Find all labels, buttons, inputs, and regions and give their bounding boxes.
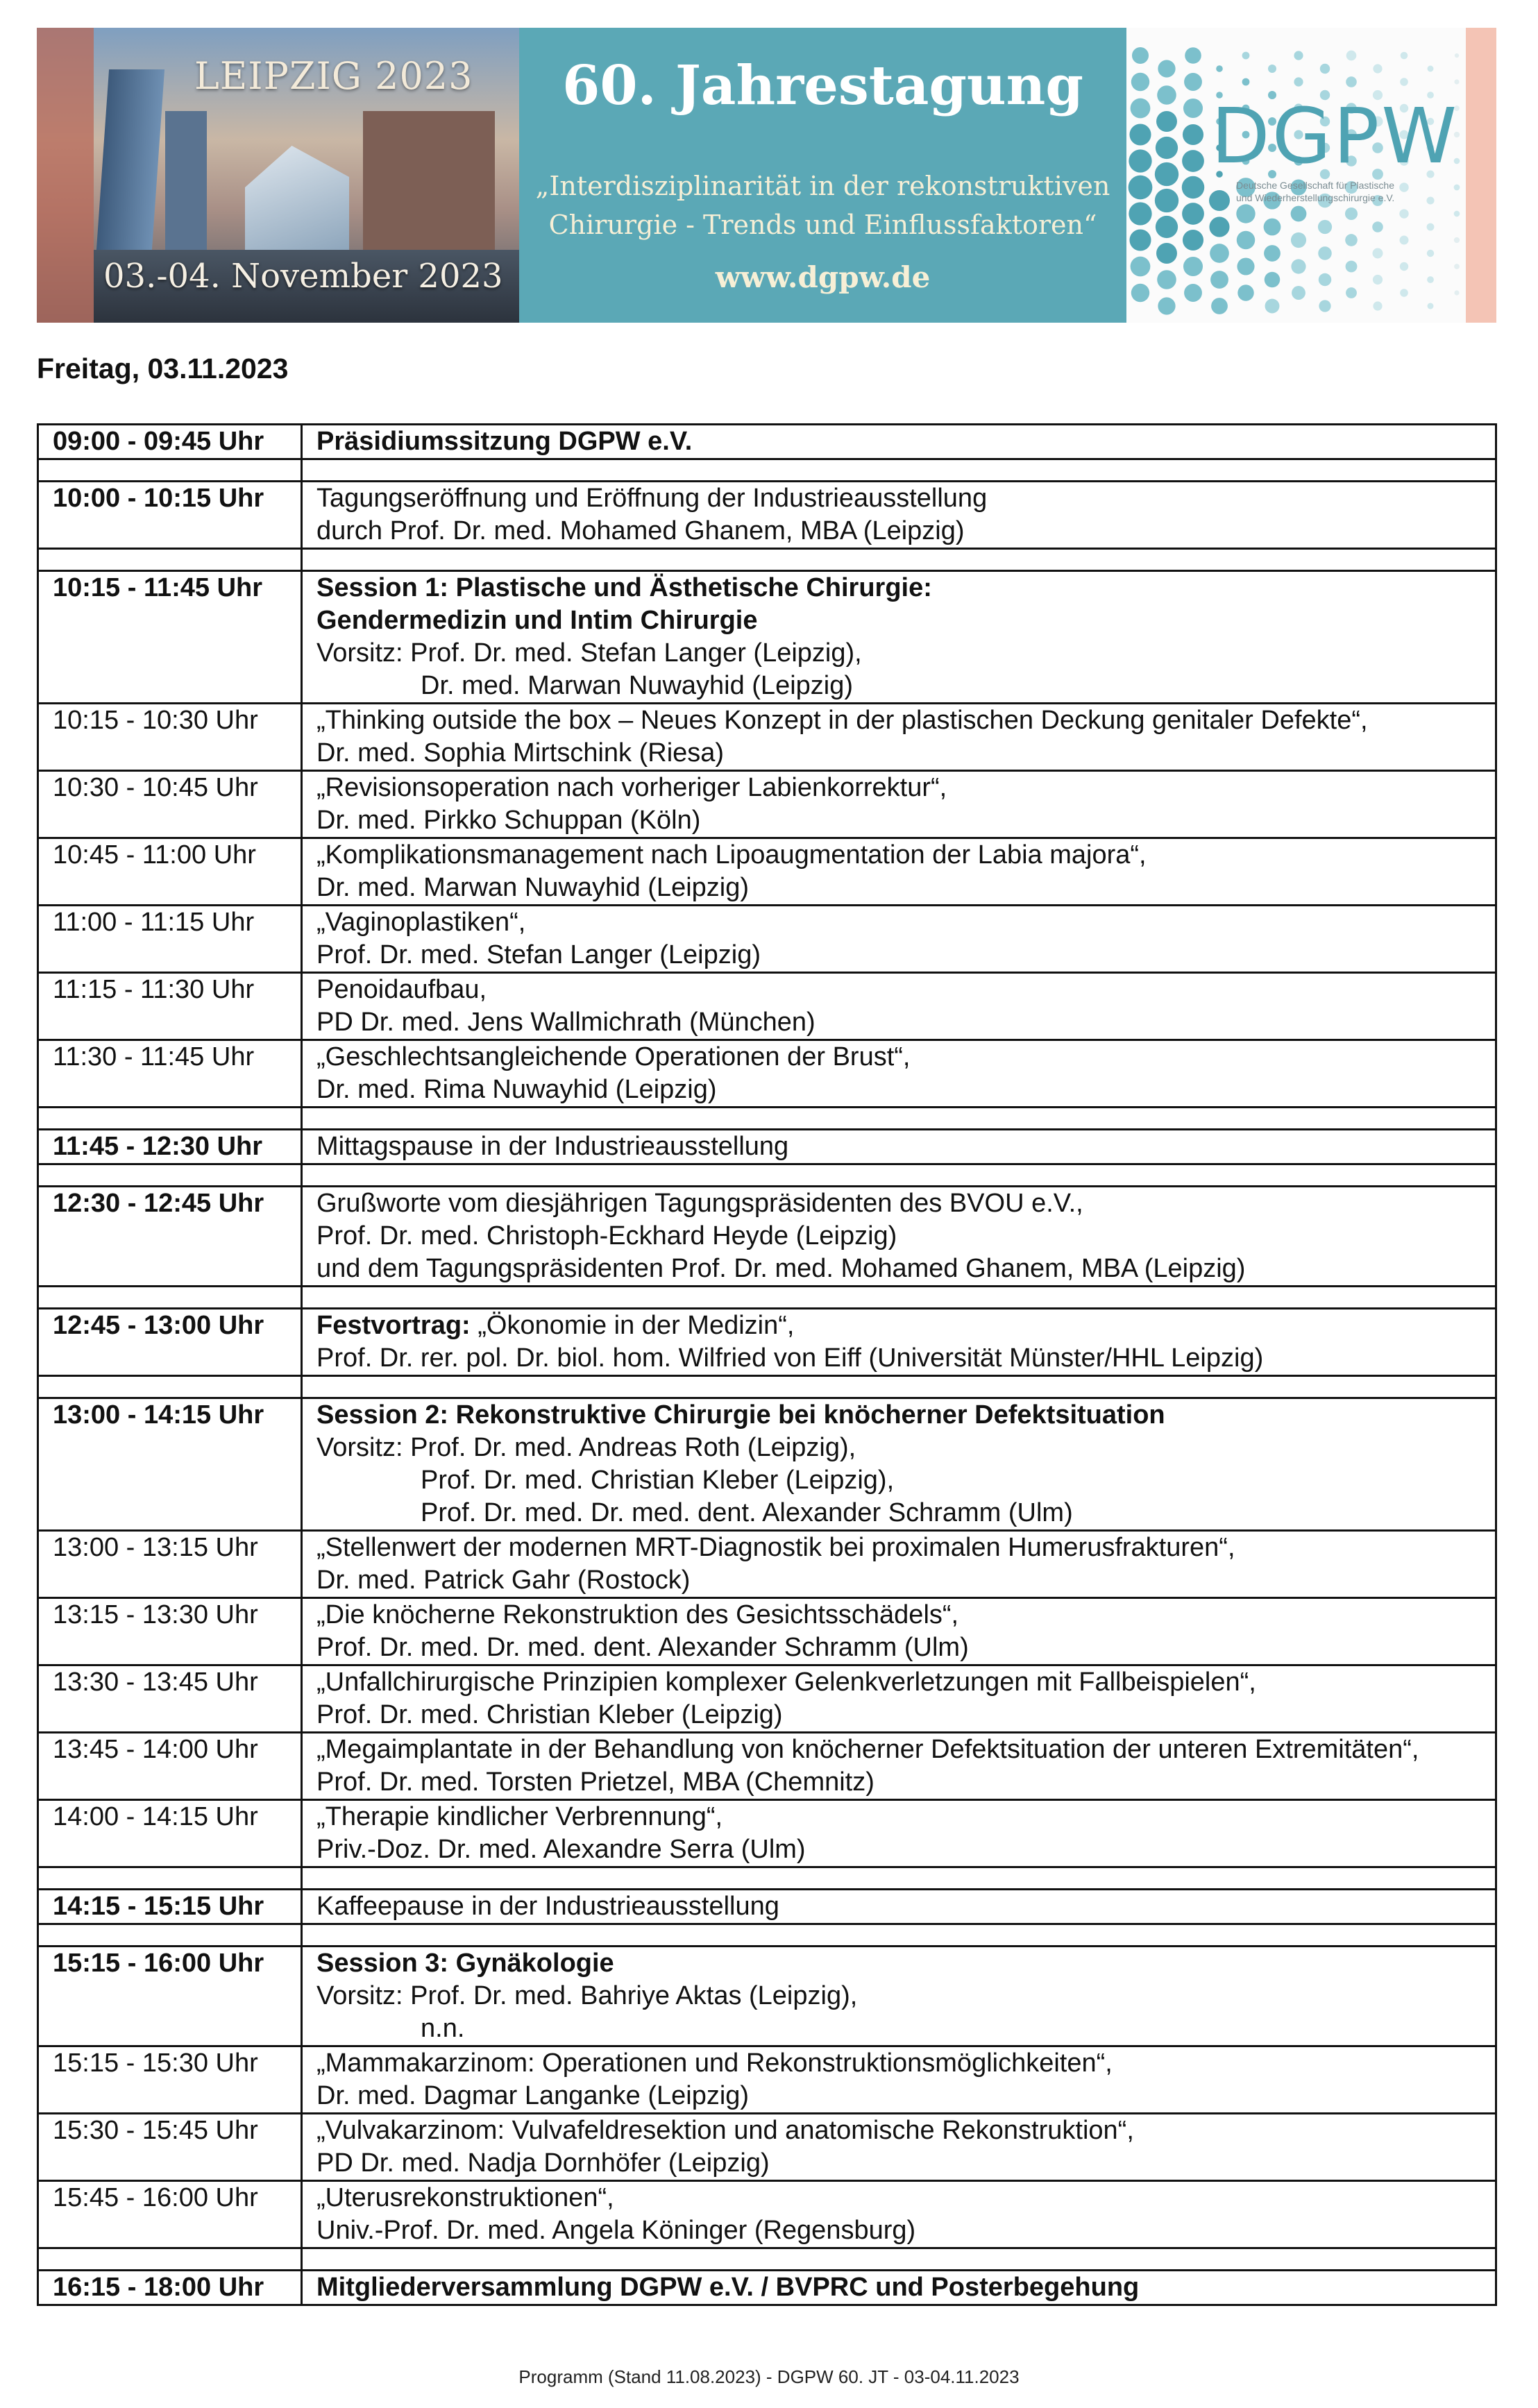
program-cell: [302, 1598, 1496, 1665]
dgpw-logo-subtitle: [1236, 179, 1479, 204]
decor-dot: [1268, 65, 1276, 73]
program-line: [316, 1497, 1485, 1529]
decor-dot: [1237, 285, 1253, 300]
decor-dot: [1264, 245, 1281, 262]
decor-dot: [1400, 289, 1408, 297]
time-cell: 14:15 - 15:15 Uhr: [38, 1890, 302, 1924]
program-text: „Megaimplantate in der Behandlung von knöcherner Defektsituation der unteren Extremitäten“,: [316, 1735, 1419, 1764]
program-line: [316, 1342, 1485, 1375]
decor-dot: [1427, 250, 1434, 257]
logo-sub-line2: und Wiederherstellungschirurgie e.V.: [1236, 192, 1395, 203]
spacer-row: [38, 1376, 1496, 1398]
program-title: Session 3: Gynäkologie: [316, 1949, 614, 1978]
program-text: „Revisionsoperation nach vorheriger Labienkorrektur“,: [316, 773, 947, 802]
decor-dot: [1211, 298, 1228, 314]
program-text: Vorsitz: Prof. Dr. med. Stefan Langer (Leipzig),: [316, 638, 862, 668]
program-line: [316, 515, 1485, 548]
program-line: [316, 670, 1485, 702]
program-line: [316, 604, 1485, 637]
time-cell: 11:15 - 11:30 Uhr: [38, 973, 302, 1040]
program-cell: [302, 2114, 1496, 2181]
decor-dot: [1346, 261, 1358, 273]
decor-dot: [1236, 204, 1255, 223]
decor-dot: [1428, 66, 1434, 72]
program-line: [316, 1464, 1485, 1497]
program-line: [316, 2114, 1485, 2147]
program-text: Priv.-Doz. Dr. med. Alexandre Serra (Ulm): [316, 1835, 806, 1864]
program-text: Prof. Dr. med. Dr. med. dent. Alexander Schramm (Ulm): [316, 1633, 969, 1662]
decor-dot: [1345, 234, 1358, 246]
decor-dot: [1183, 230, 1203, 251]
decor-dot: [1454, 79, 1459, 84]
program-line: [316, 2214, 1485, 2247]
spacer-row: [38, 549, 1496, 571]
schedule-row: [38, 571, 1496, 704]
banner-subtitle-line2: Chirurgie - Trends und Einflussfaktoren“: [548, 210, 1097, 240]
decor-dot: [1265, 299, 1280, 314]
decor-dot: [1129, 124, 1151, 145]
spacer-row: [38, 1924, 1496, 1947]
program-cell: [302, 1733, 1496, 1800]
program-text: „Thinking outside the box – Neues Konzept in der plastischen Deckung genitaler Defekte“,: [316, 706, 1368, 735]
schedule-row: [38, 2181, 1496, 2248]
decor-dot: [1319, 273, 1332, 287]
schedule-row: [38, 482, 1496, 549]
program-text: Prof. Dr. med. Torsten Prietzel, MBA (Chemnitz): [316, 1767, 874, 1797]
time-cell: 10:00 - 10:15 Uhr: [38, 482, 302, 549]
time-cell: 15:45 - 16:00 Uhr: [38, 2181, 302, 2248]
decor-dot: [1455, 53, 1459, 58]
program-line: [316, 1532, 1485, 1564]
program-cell: [302, 2046, 1496, 2114]
program-line: [316, 974, 1485, 1006]
program-cell: [302, 1947, 1496, 2046]
program-text: „Komplikationsmanagement nach Lipoaugmentation der Labia majora“,: [316, 840, 1147, 870]
program-cell: [302, 704, 1496, 771]
page-footer: Programm (Stand 11.08.2023) - DGPW 60. JT - 03-04.11.2023: [518, 2366, 1020, 2387]
decor-dot: [1182, 150, 1204, 172]
program-text: „Stellenwert der modernen MRT-Diagnostik bei proximalen Humerusfrakturen“,: [316, 1533, 1235, 1562]
time-cell: 12:45 - 13:00 Uhr: [38, 1309, 302, 1376]
decor-dot: [1129, 202, 1151, 225]
program-line: [316, 637, 1485, 670]
decor-dot: [1185, 47, 1201, 64]
program-cell: [302, 1531, 1496, 1598]
program-text: Grußworte vom diesjährigen Tagungspräsidenten des BVOU e.V.,: [316, 1189, 1083, 1218]
program-line: [316, 2271, 1485, 2304]
program-title: Gendermedizin und Intim Chirurgie: [316, 606, 758, 635]
spacer-row: [38, 1287, 1496, 1309]
program-line: [316, 1041, 1485, 1074]
program-text: Vorsitz: Prof. Dr. med. Andreas Roth (Leipzig),: [316, 1433, 856, 1462]
time-cell: 09:00 - 09:45 Uhr: [38, 425, 302, 459]
decor-dot: [1346, 51, 1357, 61]
decor-dot: [1158, 297, 1175, 314]
decor-dot: [1156, 111, 1177, 132]
program-cell: [302, 2181, 1496, 2248]
program-text: Prof. Dr. med. Christian Kleber (Leipzig): [316, 1700, 783, 1729]
schedule-row: [38, 1665, 1496, 1733]
program-text: Prof. Dr. rer. pol. Dr. biol. hom. Wilfried von Eiff (Universität Münster/HHL Leipzig): [316, 1343, 1264, 1373]
time-cell: 15:15 - 15:30 Uhr: [38, 2046, 302, 2114]
program-text: Tagungseröffnung und Eröffnung der Industrieausstellung: [316, 484, 988, 513]
program-cell: [302, 1890, 1496, 1924]
program-text: Dr. med. Pirkko Schuppan (Köln): [316, 806, 701, 835]
program-cell: [302, 1187, 1496, 1287]
decor-dot: [1183, 257, 1203, 276]
schedule-row: [38, 838, 1496, 906]
decor-dot: [1454, 290, 1459, 295]
program-text: „Vulvakarzinom: Vulvafeldresektion und anatomische Rekonstruktion“,: [316, 2116, 1134, 2145]
logo-sub-line1: Deutsche Gesellschaft für Plastische: [1236, 180, 1394, 191]
program-cell: [302, 1309, 1496, 1376]
program-title: Präsidiumssitzung DGPW e.V.: [316, 427, 693, 456]
dgpw-logo: DGPW: [1211, 92, 1460, 180]
program-line: [316, 1631, 1485, 1664]
schedule-row: [38, 1398, 1496, 1531]
program-cell: [302, 2271, 1496, 2305]
decor-dot: [1320, 64, 1330, 74]
banner-title: 60. Jahrestagung: [562, 54, 1083, 117]
decor-dot: [1182, 176, 1205, 199]
decor-dot: [1131, 284, 1149, 302]
decor-dot: [1291, 259, 1305, 273]
decor-dot: [1292, 286, 1305, 300]
program-text: Univ.-Prof. Dr. med. Angela Köninger (Regensburg): [316, 2216, 916, 2245]
program-text: Vorsitz: Prof. Dr. med. Bahriye Aktas (Leipzig),: [316, 1981, 858, 2010]
banner-subtitle-line1: „Interdisziplinarität in der rekonstruktiven: [535, 171, 1110, 201]
program-text: PD Dr. med. Jens Wallmichrath (München): [316, 1008, 816, 1037]
program-text: Dr. med. Marwan Nuwayhid (Leipzig): [421, 671, 854, 700]
program-text: „Geschlechtsangleichende Operationen der Brust“,: [316, 1042, 911, 1071]
program-text: Dr. med. Patrick Gahr (Rostock): [316, 1566, 691, 1595]
program-cell: [302, 482, 1496, 549]
decor-dot: [1131, 73, 1149, 91]
program-title: Session 2: Rekonstruktive Chirurgie bei knöcherner Defektsituation: [316, 1400, 1165, 1430]
program-title: Mitgliederversammlung DGPW e.V. / BVPRC und Posterbegehung: [316, 2273, 1140, 2302]
decor-dot: [1209, 217, 1229, 237]
time-cell: 10:15 - 11:45 Uhr: [38, 571, 302, 704]
program-text: Prof. Dr. med. Christian Kleber (Leipzig),: [421, 1466, 895, 1495]
day-heading: Freitag, 03.11.2023: [37, 353, 289, 384]
time-cell: 15:15 - 16:00 Uhr: [38, 1947, 302, 2046]
program-line: [316, 2047, 1485, 2080]
program-line: [316, 1130, 1485, 1163]
schedule-row: [38, 2046, 1496, 2114]
program-cell: [302, 771, 1496, 838]
schedule-table: [37, 423, 1497, 2306]
conference-banner: [37, 28, 1496, 323]
program-line: [316, 482, 1485, 515]
decor-dot: [1346, 76, 1357, 87]
program-line: [316, 737, 1485, 770]
program-line: [316, 1733, 1485, 1766]
decor-dot: [1132, 47, 1149, 64]
spacer-row: [38, 459, 1496, 482]
program-cell: [302, 973, 1496, 1040]
decor-dot: [1428, 303, 1434, 310]
decor-dot: [1399, 209, 1408, 218]
schedule-row: [38, 1733, 1496, 1800]
decor-dot: [1294, 77, 1303, 86]
schedule-row: [38, 2114, 1496, 2181]
time-cell: 11:00 - 11:15 Uhr: [38, 906, 302, 973]
decor-dot: [1400, 78, 1408, 86]
decor-dot: [1182, 203, 1204, 225]
program-text: Penoidaufbau,: [316, 975, 487, 1004]
decor-dot: [1345, 207, 1358, 220]
program-line: [316, 1564, 1485, 1597]
program-cell: [302, 425, 1496, 459]
program-line: [316, 1253, 1485, 1285]
decor-dot: [1373, 301, 1382, 310]
program-title: Session 1: Plastische und Ästhetische Chirurgie:: [316, 573, 932, 602]
program-line: [316, 804, 1485, 837]
decor-dot: [1129, 229, 1151, 251]
decor-dot: [1242, 52, 1250, 60]
program-text: „Ökonomie in der Medizin“,: [470, 1311, 795, 1340]
program-line: [316, 906, 1485, 939]
program-line: [316, 939, 1485, 972]
schedule-row: [38, 1947, 1496, 2046]
program-cell: [302, 838, 1496, 906]
decor-dot: [1399, 235, 1408, 244]
decor-dot: [1318, 246, 1332, 260]
program-text: Dr. med. Rima Nuwayhid (Leipzig): [316, 1075, 717, 1104]
program-text: „Vaginoplastiken“,: [316, 908, 526, 937]
decor-dot: [1318, 220, 1332, 234]
time-cell: 11:45 - 12:30 Uhr: [38, 1130, 302, 1164]
program-text: Mittagspause in der Industrieausstellung: [316, 1132, 789, 1161]
decor-dot: [1157, 270, 1176, 289]
decor-dot: [1216, 65, 1223, 72]
decor-dot: [1156, 137, 1178, 159]
time-cell: 12:30 - 12:45 Uhr: [38, 1187, 302, 1287]
program-line: [316, 839, 1485, 872]
decor-dot: [1158, 60, 1175, 77]
decor-dot: [1237, 231, 1255, 249]
program-line: [316, 1699, 1485, 1731]
program-text: Prof. Dr. med. Dr. med. dent. Alexander Schramm (Ulm): [421, 1498, 1073, 1527]
banner-city: LEIPZIG 2023: [194, 54, 473, 98]
decor-dot: [1156, 216, 1178, 238]
time-cell: 13:00 - 13:15 Uhr: [38, 1531, 302, 1598]
banner-dates: 03.-04. November 2023: [103, 257, 503, 296]
program-line: [316, 2080, 1485, 2112]
program-line: [316, 1074, 1485, 1106]
program-line: [316, 772, 1485, 804]
program-cell: [302, 1040, 1496, 1108]
decor-dot: [1454, 237, 1460, 243]
schedule-row: [38, 1130, 1496, 1164]
banner-url: www.dgpw.de: [715, 260, 931, 294]
decor-dot: [1242, 78, 1250, 86]
decor-dot: [1129, 149, 1151, 172]
program-line: [316, 425, 1485, 458]
program-line: [316, 2147, 1485, 2180]
program-text: „Uterusrekonstruktionen“,: [316, 2183, 614, 2212]
decor-dot: [1210, 244, 1229, 263]
decor-dot: [1372, 221, 1383, 232]
spacer-row: [38, 1108, 1496, 1130]
program-text: Prof. Dr. med. Stefan Langer (Leipzig): [316, 940, 761, 969]
program-text: Dr. med. Dagmar Langanke (Leipzig): [316, 2081, 750, 2110]
program-line: [316, 1766, 1485, 1799]
program-text: „Therapie kindlicher Verbrennung“,: [316, 1802, 723, 1831]
decor-dot: [1209, 190, 1230, 211]
decor-dot: [1373, 64, 1382, 73]
program-cell: [302, 1665, 1496, 1733]
time-cell: 14:00 - 14:15 Uhr: [38, 1800, 302, 1867]
time-cell: 13:15 - 13:30 Uhr: [38, 1598, 302, 1665]
program-cell: [302, 571, 1496, 704]
decor-dot: [1265, 272, 1281, 288]
spacer-row: [38, 2248, 1496, 2271]
schedule-row: [38, 425, 1496, 459]
schedule-row: [38, 1040, 1496, 1108]
leipzig-photo: [37, 28, 519, 323]
decor-dot: [1156, 243, 1177, 264]
banner-title-panel: [519, 28, 1126, 323]
program-line: [316, 1399, 1485, 1432]
program-cell: [302, 906, 1496, 973]
program-line: [316, 1980, 1485, 2012]
decor-dot: [1400, 262, 1408, 271]
decor-dot: [1157, 85, 1176, 105]
decor-dot: [1155, 162, 1178, 186]
program-cell: [302, 1130, 1496, 1164]
dgpw-logo-panel: [1126, 28, 1496, 323]
program-text: und dem Tagungspräsidenten Prof. Dr. med. Mohamed Ghanem, MBA (Leipzig): [316, 1254, 1246, 1283]
program-line: [316, 704, 1485, 737]
program-text: PD Dr. med. Nadja Dornhöfer (Leipzig): [316, 2148, 770, 2178]
program-cell: [302, 1800, 1496, 1867]
program-line: [316, 1309, 1485, 1342]
program-text: Kaffeepause in der Industrieausstellung: [316, 1892, 779, 1921]
decor-dot: [1184, 73, 1202, 91]
time-cell: 15:30 - 15:45 Uhr: [38, 2114, 302, 2181]
decor-dot: [1427, 276, 1434, 283]
schedule-row: [38, 1187, 1496, 1287]
program-text: „Mammakarzinom: Operationen und Rekonstruktionsmöglichkeiten“,: [316, 2049, 1113, 2078]
time-cell: 10:30 - 10:45 Uhr: [38, 771, 302, 838]
program-line: [316, 572, 1485, 604]
program-line: [316, 1187, 1485, 1220]
program-text: „Unfallchirurgische Prinzipien komplexer Gelenkverletzungen mit Fallbeispielen“,: [316, 1668, 1256, 1697]
program-line: [316, 1432, 1485, 1464]
decor-dot: [1184, 284, 1202, 302]
time-cell: 16:15 - 18:00 Uhr: [38, 2271, 302, 2305]
decor-dot: [1155, 189, 1178, 212]
program-text: Dr. med. Sophia Mirtschink (Riesa): [316, 738, 725, 768]
decor-dot: [1427, 223, 1435, 231]
decor-dot: [1131, 99, 1151, 119]
program-line: [316, 1801, 1485, 1833]
program-line: [316, 2012, 1485, 2045]
banner-subtitle: [519, 167, 1126, 244]
decor-dot: [1183, 124, 1203, 145]
program-line: [316, 2182, 1485, 2214]
program-text: „Die knöcherne Rekonstruktion des Gesichtsschädels“,: [316, 1600, 959, 1629]
program-line: [316, 1833, 1485, 1866]
decor-dot: [1237, 257, 1254, 275]
time-cell: 11:30 - 11:45 Uhr: [38, 1040, 302, 1108]
program-line: [316, 1666, 1485, 1699]
decor-dot: [1346, 287, 1357, 298]
decor-dot: [1129, 176, 1153, 200]
time-cell: 13:45 - 14:00 Uhr: [38, 1733, 302, 1800]
decor-dot: [1131, 257, 1151, 277]
schedule-row: [38, 1531, 1496, 1598]
schedule-row: [38, 906, 1496, 973]
schedule-row: [38, 704, 1496, 771]
decor-dot: [1183, 99, 1203, 118]
spacer-row: [38, 1164, 1496, 1187]
decor-dot: [1264, 219, 1281, 236]
schedule-row: [38, 771, 1496, 838]
schedule-row: [38, 973, 1496, 1040]
schedule-row: [38, 1598, 1496, 1665]
program-text: n.n.: [421, 2014, 465, 2043]
time-cell: 10:15 - 10:30 Uhr: [38, 704, 302, 771]
spacer-row: [38, 1867, 1496, 1890]
decor-dot: [1372, 248, 1383, 258]
program-line: [316, 1006, 1485, 1039]
schedule-row: [38, 1309, 1496, 1376]
time-cell: 13:00 - 14:15 Uhr: [38, 1398, 302, 1531]
decor-dot: [1319, 300, 1330, 312]
program-text: durch Prof. Dr. med. Mohamed Ghanem, MBA (Leipzig): [316, 516, 965, 545]
program-line: [316, 1890, 1485, 1923]
schedule-row: [38, 1800, 1496, 1867]
decor-dot: [1454, 264, 1460, 269]
schedule-row: [38, 1890, 1496, 1924]
program-text: Dr. med. Marwan Nuwayhid (Leipzig): [316, 873, 750, 902]
program-cell: [302, 1398, 1496, 1531]
program-title: Festvortrag:: [316, 1311, 471, 1340]
program-line: [316, 1947, 1485, 1980]
decor-dot: [1291, 206, 1307, 222]
program-line: [316, 1220, 1485, 1253]
program-text: Prof. Dr. med. Christoph-Eckhard Heyde (Leipzig): [316, 1221, 897, 1250]
decor-dot: [1294, 51, 1303, 60]
decor-dot: [1373, 275, 1383, 285]
time-cell: 13:30 - 13:45 Uhr: [38, 1665, 302, 1733]
time-cell: 10:45 - 11:00 Uhr: [38, 838, 302, 906]
program-line: [316, 872, 1485, 904]
decor-dot: [1454, 211, 1460, 217]
schedule-row: [38, 2271, 1496, 2305]
decor-dot: [1401, 52, 1408, 60]
program-line: [316, 1599, 1485, 1631]
decor-dot: [1210, 271, 1228, 289]
decor-dot: [1291, 232, 1306, 248]
